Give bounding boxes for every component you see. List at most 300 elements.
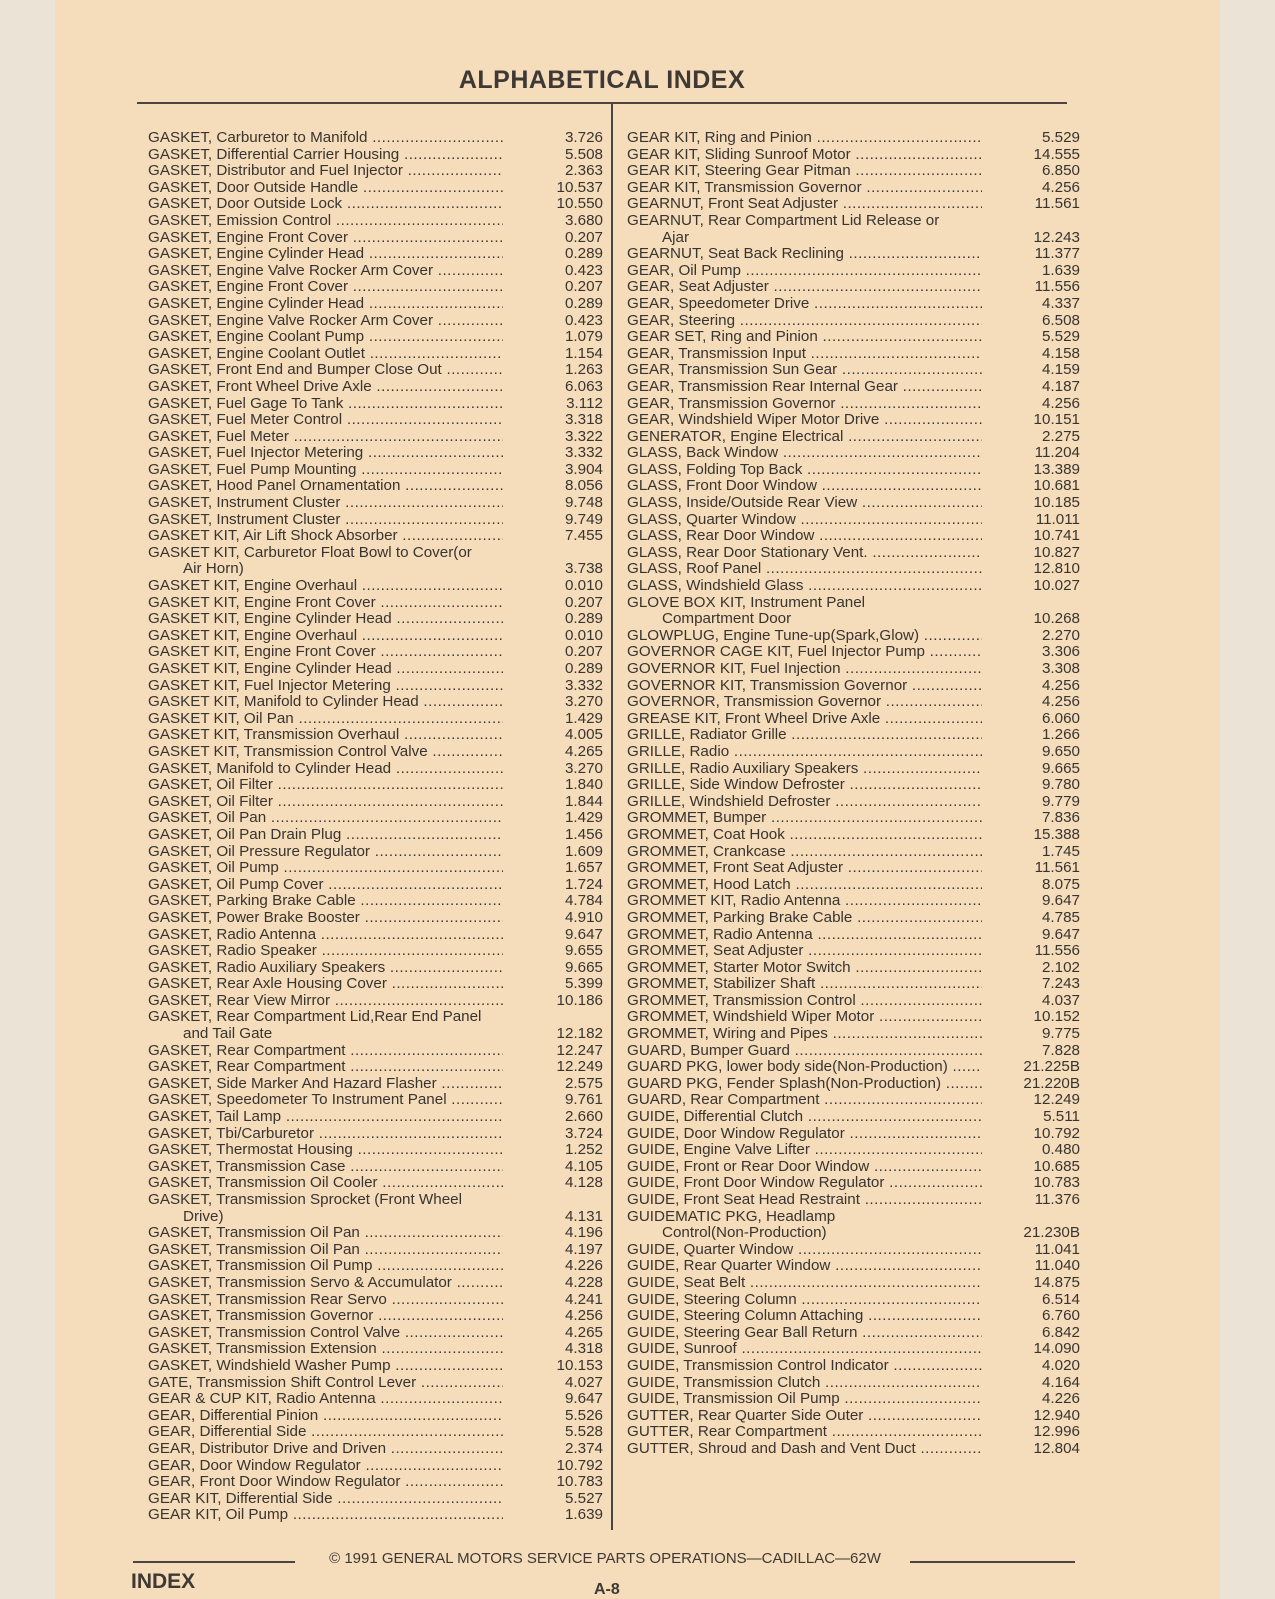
entry-reference-number: 10.827 [1033, 543, 1080, 561]
entry-reference-number: 4.226 [564, 1257, 603, 1275]
entry-reference-number: 4.128 [564, 1174, 603, 1192]
entry-name: GASKET KIT, Fuel Injector Metering ..... [148, 678, 503, 695]
index-entry [148, 528, 603, 545]
index-entry [627, 628, 1080, 645]
entry-name-continuation: Ajar ..... [627, 229, 982, 247]
entry-reference-number: 4.910 [564, 908, 603, 926]
entry-reference-number: 1.840 [564, 776, 603, 794]
entry-reference-number: 15.388 [1033, 825, 1080, 843]
index-entry [148, 611, 603, 628]
entry-name: GEAR, Transmission Governor ..... [627, 396, 982, 413]
entry-reference-number: 10.792 [556, 1456, 603, 1474]
entry-name: GOVERNOR KIT, Transmission Governor ..... [627, 678, 982, 695]
index-entry [148, 1009, 603, 1042]
index-entry [627, 346, 1080, 363]
index-entry [148, 1043, 603, 1060]
entry-name: GASKET, Transmission Governor ..... [148, 1308, 503, 1325]
entry-reference-number: 1.639 [1041, 261, 1080, 279]
index-entry [627, 1026, 1080, 1043]
entry-reference-number: 9.650 [1041, 742, 1080, 760]
entry-reference-number: 4.256 [564, 1307, 603, 1325]
entry-reference-number: 12.804 [1033, 1439, 1080, 1457]
index-entry [627, 860, 1080, 877]
index-entry [627, 445, 1080, 462]
entry-name: GASKET KIT, Engine Front Cover ..... [148, 595, 503, 612]
entry-name: GEAR & CUP KIT, Radio Antenna ..... [148, 1391, 503, 1408]
entry-name: GASKET, Rear Axle Housing Cover ..... [148, 976, 503, 993]
entry-reference-number: 9.647 [564, 1390, 603, 1408]
index-entry [148, 512, 603, 529]
entry-reference-number: 6.850 [1041, 162, 1080, 180]
entry-reference-number: 9.779 [1041, 792, 1080, 810]
entry-reference-number: 4.027 [564, 1373, 603, 1391]
entry-reference-number: 0.207 [564, 278, 603, 296]
entry-reference-number: 6.514 [1041, 1290, 1080, 1308]
entry-reference-number: 4.005 [564, 726, 603, 744]
entry-name: GLASS, Back Window ..... [627, 445, 982, 462]
entry-reference-number: 9.665 [1041, 759, 1080, 777]
entry-reference-number: 11.204 [1034, 444, 1080, 462]
index-entry [627, 263, 1080, 280]
index-entry [148, 1175, 603, 1192]
entry-name: GROMMET, Wiring and Pipes ..... [627, 1026, 982, 1043]
index-entry [627, 329, 1080, 346]
entry-name: GASKET, Windshield Washer Pump ..... [148, 1358, 503, 1375]
entry-reference-number: 12.249 [1033, 1091, 1080, 1109]
index-entry [627, 1109, 1080, 1126]
index-entry [148, 711, 603, 728]
index-entry [627, 877, 1080, 894]
index-entry [148, 877, 603, 894]
entry-name: GLASS, Front Door Window ..... [627, 478, 982, 495]
index-entry [148, 163, 603, 180]
entry-reference-number: 21.225B [1023, 1058, 1080, 1076]
entry-reference-number: 1.266 [1041, 726, 1080, 744]
entry-name: GOVERNOR KIT, Fuel Injection ..... [627, 661, 982, 678]
index-entry [627, 1325, 1080, 1342]
entry-reference-number: 11.556 [1034, 942, 1080, 960]
index-entry [627, 1142, 1080, 1159]
index-entry [148, 346, 603, 363]
entry-name: GASKET, Oil Filter ..... [148, 794, 503, 811]
entry-reference-number: 3.738 [564, 560, 603, 578]
footer-rule-left [133, 1561, 295, 1563]
index-entry [148, 1491, 603, 1508]
index-entry [627, 246, 1080, 263]
entry-name: GASKET, Engine Valve Rocker Arm Cover ..... [148, 313, 503, 330]
entry-name: GASKET, Rear Compartment ..... [148, 1043, 503, 1060]
index-entry [148, 1325, 603, 1342]
entry-reference-number: 2.363 [564, 162, 603, 180]
entry-reference-number: 3.306 [1041, 643, 1080, 661]
index-entry [148, 296, 603, 313]
entry-name: GASKET, Engine Coolant Outlet ..... [148, 346, 503, 363]
index-entry [148, 462, 603, 479]
entry-reference-number: 4.197 [564, 1240, 603, 1258]
entry-name: GLASS, Rear Door Window ..... [627, 528, 982, 545]
entry-reference-number: 3.308 [1041, 660, 1080, 677]
index-entry [627, 1441, 1080, 1458]
index-entry [148, 545, 603, 578]
entry-name: GATE, Transmission Shift Control Lever ..... [148, 1375, 503, 1392]
entry-reference-number: 14.555 [1033, 145, 1080, 163]
index-entry [148, 246, 603, 263]
entry-reference-number: 9.749 [564, 510, 603, 528]
entry-reference-number: 4.159 [1041, 361, 1080, 379]
entry-name: GASKET, Oil Pan Drain Plug ..... [148, 827, 503, 844]
entry-reference-number: 3.322 [564, 427, 603, 445]
index-entry [148, 678, 603, 695]
entry-name: GUIDE, Quarter Window ..... [627, 1242, 982, 1259]
entry-reference-number: 6.060 [1041, 709, 1080, 727]
entry-reference-number: 21.230B [1023, 1224, 1080, 1242]
index-entry [627, 462, 1080, 479]
entry-name: GEAR, Transmission Input ..... [627, 346, 982, 363]
title-rule [137, 102, 1067, 104]
entry-name: GASKET, Carburetor to Manifold ..... [148, 130, 503, 147]
entry-name: GASKET, Fuel Gage To Tank ..... [148, 396, 503, 413]
entry-name: GEARNUT, Seat Back Reclining ..... [627, 246, 982, 263]
index-entry [148, 445, 603, 462]
entry-reference-number: 8.075 [1041, 875, 1080, 893]
entry-name-line1: GUIDEMATIC PKG, Headlamp [627, 1208, 836, 1225]
entry-name: GUARD PKG, lower body side(Non-Production) ..... [627, 1059, 982, 1076]
index-entry [148, 1109, 603, 1126]
entry-name: GASKET, Engine Front Cover ..... [148, 279, 503, 296]
entry-name: GROMMET, Windshield Wiper Motor ..... [627, 1009, 982, 1026]
entry-reference-number: 6.063 [564, 377, 603, 395]
entry-name: GRILLE, Radio Auxiliary Speakers ..... [627, 761, 982, 778]
index-entry [627, 528, 1080, 545]
entry-reference-number: 0.207 [564, 593, 603, 611]
index-entry [627, 694, 1080, 711]
entry-name: GUIDE, Seat Belt ..... [627, 1275, 982, 1292]
entry-name: GASKET, Thermostat Housing ..... [148, 1142, 503, 1159]
entry-reference-number: 1.657 [564, 859, 603, 877]
entry-name: GASKET KIT, Engine Overhaul ..... [148, 578, 503, 595]
entry-name: GEAR SET, Ring and Pinion ..... [627, 329, 982, 346]
index-entry [627, 578, 1080, 595]
entry-reference-number: 0.289 [564, 660, 603, 677]
index-entry [148, 1341, 603, 1358]
entry-reference-number: 9.655 [564, 942, 603, 960]
index-entry [148, 860, 603, 877]
entry-reference-number: 11.556 [1034, 278, 1080, 296]
entry-reference-number: 2.275 [1041, 427, 1080, 445]
entry-reference-number: 2.270 [1041, 626, 1080, 644]
index-entry [148, 279, 603, 296]
entry-reference-number: 3.332 [564, 444, 603, 462]
index-entry [148, 1441, 603, 1458]
entry-name: GOVERNOR CAGE KIT, Fuel Injector Pump ..... [627, 644, 982, 661]
entry-reference-number: 4.256 [1041, 178, 1080, 196]
entry-name: GASKET, Manifold to Cylinder Head ..... [148, 761, 503, 778]
entry-reference-number: 5.508 [564, 145, 603, 163]
index-entry [148, 1507, 603, 1524]
index-entry [627, 147, 1080, 164]
index-entry [627, 1308, 1080, 1325]
entry-reference-number: 12.182 [556, 1025, 603, 1043]
index-entry [627, 1209, 1080, 1242]
entry-name: GEAR, Door Window Regulator ..... [148, 1458, 503, 1475]
entry-name: GASKET, Transmission Control Valve ..... [148, 1325, 503, 1342]
index-entry [627, 794, 1080, 811]
entry-name: GROMMET, Starter Motor Switch ..... [627, 960, 982, 977]
entry-reference-number: 9.647 [1041, 925, 1080, 943]
entry-reference-number: 7.828 [1041, 1041, 1080, 1059]
index-entry [627, 362, 1080, 379]
entry-name: GASKET, Transmission Oil Pump ..... [148, 1258, 503, 1275]
entry-reference-number: 3.270 [564, 693, 603, 711]
entry-name: GROMMET KIT, Radio Antenna ..... [627, 893, 982, 910]
entry-reference-number: 10.685 [1033, 1157, 1080, 1175]
entry-reference-number: 1.429 [564, 809, 603, 827]
entry-name: GASKET KIT, Engine Front Cover ..... [148, 644, 503, 661]
entry-name: GRILLE, Windshield Defroster ..... [627, 794, 982, 811]
entry-name-line1: GEARNUT, Rear Compartment Lid Release or [627, 212, 940, 229]
entry-reference-number: 3.112 [566, 394, 603, 412]
entry-name: GREASE KIT, Front Wheel Drive Axle ..... [627, 711, 982, 728]
entry-reference-number: 5.511 [1043, 1108, 1080, 1126]
index-entry [148, 827, 603, 844]
entry-reference-number: 11.040 [1034, 1257, 1080, 1275]
entry-name: GASKET KIT, Manifold to Cylinder Head ..... [148, 694, 503, 711]
index-entry [148, 993, 603, 1010]
entry-name-line1: GASKET, Rear Compartment Lid,Rear End Panel [148, 1009, 482, 1026]
entry-name: GASKET, Radio Antenna ..... [148, 927, 503, 944]
entry-name: GUIDE, Transmission Oil Pump ..... [627, 1391, 982, 1408]
index-entry [627, 1242, 1080, 1259]
entry-name: GEAR, Front Door Window Regulator ..... [148, 1474, 503, 1491]
entry-name: GUARD, Bumper Guard ..... [627, 1043, 982, 1060]
entry-name: GUARD, Rear Compartment ..... [627, 1092, 982, 1109]
index-entry [148, 927, 603, 944]
entry-name: GUIDE, Sunroof ..... [627, 1341, 982, 1358]
index-entry [148, 1375, 603, 1392]
entry-name: GASKET, Door Outside Handle ..... [148, 180, 503, 197]
entry-name: GASKET KIT, Transmission Overhaul ..... [148, 727, 503, 744]
entry-name: GUIDE, Steering Gear Ball Return ..... [627, 1325, 982, 1342]
entry-reference-number: 5.528 [564, 1423, 603, 1441]
entry-reference-number: 12.940 [1033, 1406, 1080, 1424]
entry-reference-number: 10.151 [1033, 411, 1080, 429]
entry-name: GEAR, Windshield Wiper Motor Drive ..... [627, 412, 982, 429]
entry-name: GOVERNOR, Transmission Governor ..... [627, 694, 982, 711]
entry-reference-number: 5.526 [564, 1406, 603, 1424]
entry-name: GASKET, Hood Panel Ornamentation ..... [148, 478, 503, 495]
entry-name: GEAR KIT, Steering Gear Pitman ..... [627, 163, 982, 180]
index-entry [627, 1258, 1080, 1275]
entry-name: GEAR KIT, Transmission Governor ..... [627, 180, 982, 197]
column-divider [611, 104, 613, 1530]
entry-name: GASKET, Transmission Oil Cooler ..... [148, 1175, 503, 1192]
index-entry [148, 943, 603, 960]
entry-reference-number: 9.647 [564, 925, 603, 943]
index-entry [627, 910, 1080, 927]
entry-reference-number: 9.748 [564, 494, 603, 512]
entry-name: GEAR KIT, Differential Side ..... [148, 1491, 503, 1508]
index-entry [627, 213, 1080, 246]
entry-name: GASKET, Side Marker And Hazard Flasher ..... [148, 1076, 503, 1093]
entry-name: GRILLE, Radio ..... [627, 744, 982, 761]
entry-reference-number: 4.241 [564, 1290, 603, 1308]
entry-reference-number: 9.780 [1041, 776, 1080, 794]
index-entry [148, 1225, 603, 1242]
entry-reference-number: 7.243 [1041, 975, 1080, 993]
index-entry [148, 1242, 603, 1259]
entry-reference-number: 9.647 [1041, 892, 1080, 910]
entry-name: GASKET, Differential Carrier Housing ..... [148, 147, 503, 164]
entry-reference-number: 0.423 [564, 311, 603, 329]
entry-reference-number: 12.247 [556, 1041, 603, 1059]
entry-reference-number: 10.681 [1033, 477, 1080, 495]
entry-reference-number: 0.423 [564, 261, 603, 279]
index-entry [148, 727, 603, 744]
entry-reference-number: 13.389 [1033, 460, 1080, 478]
entry-reference-number: 4.256 [1041, 394, 1080, 412]
entry-name: GROMMET, Seat Adjuster ..... [627, 943, 982, 960]
index-entry [627, 1043, 1080, 1060]
entry-name: GEARNUT, Front Seat Adjuster ..... [627, 196, 982, 213]
index-entry [627, 993, 1080, 1010]
entry-reference-number: 7.836 [1041, 809, 1080, 827]
entry-name: GASKET KIT, Transmission Control Valve ..... [148, 744, 503, 761]
index-entry [627, 761, 1080, 778]
index-entry [148, 213, 603, 230]
entry-reference-number: 0.207 [564, 228, 603, 246]
entry-reference-number: 4.265 [564, 1323, 603, 1341]
index-entry [148, 429, 603, 446]
entry-reference-number: 10.783 [556, 1473, 603, 1491]
entry-name: GLASS, Rear Door Stationary Vent. ..... [627, 545, 982, 562]
entry-name: GASKET, Rear View Mirror ..... [148, 993, 503, 1010]
entry-name: GASKET, Tbi/Carburetor ..... [148, 1126, 503, 1143]
index-entry [627, 1059, 1080, 1076]
entry-reference-number: 10.186 [556, 991, 603, 1009]
entry-name [148, 545, 503, 578]
entry-name: GASKET KIT, Oil Pan ..... [148, 711, 503, 728]
entry-name: GUTTER, Rear Quarter Side Outer ..... [627, 1408, 982, 1425]
entry-name: GENERATOR, Engine Electrical ..... [627, 429, 982, 446]
entry-name: GUIDE, Front Seat Head Restraint ..... [627, 1192, 982, 1209]
entry-reference-number: 1.252 [564, 1141, 603, 1159]
entry-name: GUTTER, Shroud and Dash and Vent Duct ..... [627, 1441, 982, 1458]
index-entry [148, 379, 603, 396]
entry-name: GLASS, Inside/Outside Rear View ..... [627, 495, 982, 512]
entry-name-continuation: Air Horn) ..... [148, 560, 503, 578]
entry-reference-number: 0.010 [564, 626, 603, 644]
index-entry [148, 362, 603, 379]
index-entry [627, 1126, 1080, 1143]
entry-reference-number: 0.480 [1041, 1141, 1080, 1159]
entry-reference-number: 2.575 [564, 1074, 603, 1092]
index-entry [627, 296, 1080, 313]
entry-reference-number: 5.399 [564, 975, 603, 993]
entry-name: GASKET, Engine Valve Rocker Arm Cover ..... [148, 263, 503, 280]
entry-name: GASKET, Fuel Injector Metering ..... [148, 445, 503, 462]
entry-name [627, 213, 982, 246]
entry-name: GASKET, Engine Cylinder Head ..... [148, 296, 503, 313]
entry-name: GASKET, Engine Front Cover ..... [148, 230, 503, 247]
entry-name: GLASS, Roof Panel ..... [627, 561, 982, 578]
index-entry [627, 1076, 1080, 1093]
entry-reference-number: 0.207 [564, 643, 603, 661]
entry-name-line1: GASKET, Transmission Sprocket (Front Wheel [148, 1192, 462, 1208]
entry-reference-number: 4.228 [564, 1273, 603, 1291]
entry-reference-number: 3.680 [564, 211, 603, 229]
entry-name: GASKET KIT, Engine Cylinder Head ..... [148, 661, 503, 678]
entry-name: GROMMET, Hood Latch ..... [627, 877, 982, 894]
entry-name: GEAR, Distributor Drive and Driven ..... [148, 1441, 503, 1458]
entry-name: GEAR, Transmission Rear Internal Gear ..... [627, 379, 982, 396]
entry-reference-number: 4.164 [1041, 1373, 1080, 1391]
entry-reference-number: 2.374 [564, 1439, 603, 1457]
entry-name-line1: GASKET KIT, Carburetor Float Bowl to Cover(or [148, 544, 472, 561]
index-entry [148, 644, 603, 661]
footer-rule-right [910, 1561, 1075, 1563]
entry-name: GROMMET, Radio Antenna ..... [627, 927, 982, 944]
entry-reference-number: 2.660 [564, 1108, 603, 1126]
index-entry [148, 628, 603, 645]
entry-name: GASKET, Instrument Cluster ..... [148, 495, 503, 512]
entry-reference-number: 3.270 [564, 759, 603, 777]
entry-name: GROMMET, Front Seat Adjuster ..... [627, 860, 982, 877]
entry-name: GASKET KIT, Engine Cylinder Head ..... [148, 611, 503, 628]
entry-reference-number: 21.220B [1023, 1074, 1080, 1092]
entry-reference-number: 4.318 [564, 1340, 603, 1358]
index-entry [627, 545, 1080, 562]
index-entry [627, 893, 1080, 910]
entry-reference-number: 0.289 [564, 610, 603, 628]
entry-reference-number: 0.289 [564, 294, 603, 312]
index-entry [627, 1159, 1080, 1176]
entry-name: GLOWPLUG, Engine Tune-up(Spark,Glow) ..... [627, 628, 982, 645]
entry-reference-number: 1.724 [564, 875, 603, 893]
entry-name: GASKET, Oil Filter ..... [148, 777, 503, 794]
index-entry [627, 180, 1080, 197]
entry-reference-number: 9.665 [564, 958, 603, 976]
entry-name: GASKET, Transmission Rear Servo ..... [148, 1292, 503, 1309]
index-entry [627, 595, 1080, 628]
entry-name: GLASS, Windshield Glass ..... [627, 578, 982, 595]
index-entry [148, 1358, 603, 1375]
entry-name [627, 595, 982, 628]
entry-name: GASKET, Door Outside Lock ..... [148, 196, 503, 213]
left-column [148, 130, 603, 1524]
entry-reference-number: 12.249 [556, 1058, 603, 1076]
entry-name: GROMMET, Bumper ..... [627, 810, 982, 827]
entry-reference-number: 14.875 [1033, 1273, 1080, 1291]
entry-reference-number: 12.243 [1033, 228, 1080, 246]
entry-reference-number: 10.550 [556, 195, 603, 213]
entry-reference-number: 4.226 [1041, 1390, 1080, 1408]
entry-reference-number: 0.010 [564, 577, 603, 595]
entry-reference-number: 6.508 [1041, 311, 1080, 329]
entry-reference-number: 12.810 [1033, 560, 1080, 578]
index-entry [148, 595, 603, 612]
index-entry [627, 1358, 1080, 1375]
entry-name: GROMMET, Coat Hook ..... [627, 827, 982, 844]
entry-name: GASKET, Radio Speaker ..... [148, 943, 503, 960]
index-entry [627, 1009, 1080, 1026]
index-entry [148, 313, 603, 330]
index-entry [627, 827, 1080, 844]
index-entry [627, 412, 1080, 429]
entry-reference-number: 10.268 [1033, 610, 1080, 628]
index-entry [627, 1292, 1080, 1309]
entry-name: GASKET, Tail Lamp ..... [148, 1109, 503, 1126]
entry-name: GUIDE, Rear Quarter Window ..... [627, 1258, 982, 1275]
